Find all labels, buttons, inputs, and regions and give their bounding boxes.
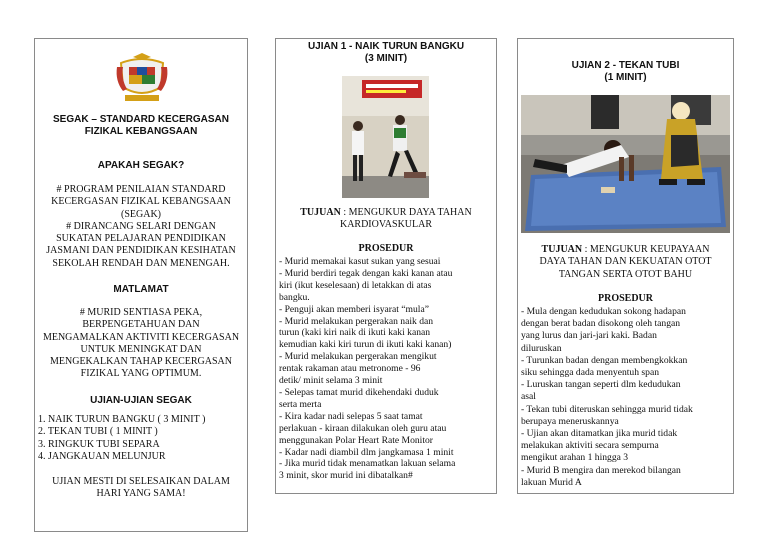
procedure-line: serta merta (279, 398, 322, 410)
procedure-line: lakuan Murid A (521, 476, 582, 488)
purpose-text: : MENGUKUR DAYA TAHAN (340, 207, 472, 218)
purpose-text: TANGAN SERTA OTOT BAHU (558, 268, 693, 280)
test1-purpose (276, 207, 496, 219)
procedure-line: bangku. (279, 291, 310, 303)
procedure-line: - Luruskan tangan seperti dlm kedudukan (521, 379, 681, 391)
procedure-heading: PROSEDUR (358, 243, 414, 254)
procedure-line: yang lurus dan jari-jari kaki. Badan (521, 330, 657, 342)
text-line: KECERGASAN FIZIKAL KEBANGSAAN (51, 196, 231, 208)
test1-duration: (3 MINIT) (364, 52, 408, 64)
test-list-item: 3. RINGKUK TUBI SEPARA (38, 438, 160, 450)
purpose-text: : MENGUKUR KEUPAYAAN (582, 244, 710, 255)
purpose-label: TUJUAN (300, 207, 341, 218)
test2-title: UJIAN 2 - TEKAN TUBI (571, 60, 680, 71)
procedure-line: rentak rakaman atau metronome - 96 (279, 363, 421, 375)
test2-duration: (1 MINIT) (604, 71, 647, 83)
procedure-line: melakukan aktiviti secara sempurna (521, 440, 659, 452)
procedure-line: kemudian kaki kiri turun di ikuti kaki kanan) (279, 339, 452, 351)
procedure-line: - Selepas tamat murid dikehendaki duduk (279, 386, 439, 398)
procedure-line: kiri (ikut keselesaan) di letakkan di atas (279, 279, 432, 291)
procedure-line: turun (kaki kiri naik di ikuti kaki kanan (279, 327, 431, 339)
procedure-line: berupaya meneruskannya (521, 415, 619, 427)
text-line: # DIRANCANG SELARI DENGAN (66, 220, 216, 232)
note-line: HARI YANG SAMA! (96, 488, 186, 500)
procedure-line: - Kadar nadi diambil dlm jangkamasa 1 minit (279, 446, 454, 458)
purpose-text: DAYA TAHAN DAN KEKUATAN OTOT (539, 256, 712, 268)
test-list-item: 2. TEKAN TUBI ( 1 MINIT ) (38, 426, 158, 438)
step-test-photo (342, 76, 429, 198)
test2-panel (517, 38, 734, 494)
text-line: FIZIKAL YANG OPTIMUM. (80, 368, 202, 380)
text-line: (SEGAK) (121, 208, 161, 220)
procedure-line: asal (521, 391, 536, 403)
note-line: UJIAN MESTI DI SELESAIKAN DALAM (52, 476, 230, 487)
text-line: MENGEKALKAN TAHAP KECERGASAN (50, 356, 232, 368)
procedure-line: 3 minit, skor murid ini dibatalkan# (279, 470, 413, 482)
text-line: UNTUK MENINGKAT DAN (80, 343, 202, 355)
segak-title-line: FIZIKAL KEBANGSAAN (84, 125, 198, 137)
procedure-line: - Murid berdiri tegak dengan kaki kanan atau (279, 267, 453, 279)
procedure-line: - Mula dengan kedudukan sokong hadapan (521, 306, 686, 317)
pushup-test-photo (521, 95, 730, 233)
test1-title: UJIAN 1 - NAIK TURUN BANGKU (307, 41, 465, 52)
procedure-line: siku sehingga dada menyentuh span (521, 367, 660, 379)
procedure-line: - Murid memakai kasut sukan yang sesuai (279, 256, 441, 267)
text-line: # PROGRAM PENILAIAN STANDARD (56, 184, 226, 195)
purpose-text: KARDIOVASKULAR (339, 219, 433, 231)
procedure-line: perlakuan - kiraan dilakukan oleh guru atau (279, 422, 447, 434)
segak-title-line: SEGAK – STANDARD KECERGASAN (53, 114, 229, 125)
text-line: SUKATAN PELAJARAN PENDIDIKAN (56, 233, 226, 245)
test-list-item: 1. NAIK TURUN BANGKU ( 3 MINIT ) (38, 414, 206, 425)
info-panel-segak (34, 38, 248, 532)
purpose-label: TUJUAN (541, 244, 583, 255)
heading-matlamat: MATLAMAT (113, 284, 169, 295)
procedure-line: - Penguji akan memberi isyarat “mula” (279, 303, 429, 315)
procedure-line: - Tekan tubi diteruskan sehingga murid tidak (521, 403, 693, 415)
procedure-line: - Kira kadar nadi selepas 5 saat tamat (279, 410, 423, 422)
procedure-line: - Jika murid tidak menamatkan lakuan selama (279, 458, 456, 470)
text-line: JASMANI DAN PENDIDIKAN KESIHATAN (46, 245, 236, 257)
malaysia-crest-logo (115, 53, 169, 103)
procedure-line: - Ujian akan ditamatkan jika murid tidak (521, 428, 678, 440)
procedure-line: - Murid melakukan pergerakan mengikut (279, 351, 437, 363)
heading-apakah-segak: APAKAH SEGAK? (97, 160, 185, 171)
text-line: # MURID SENTIASA PEKA, (79, 307, 203, 318)
procedure-line: dengan berat badan disokong oleh tangan (521, 318, 681, 330)
text-line: BERPENGETAHUAN DAN (82, 319, 200, 331)
procedure-line: diluruskan (521, 342, 562, 354)
procedure-line: detik/ minit selama 3 minit (279, 375, 383, 387)
heading-ujian-segak: UJIAN-UJIAN SEGAK (90, 395, 192, 406)
procedure-heading: PROSEDUR (597, 293, 653, 304)
text-line: MENGAMALKAN AKTIVITI KECERGASAN (42, 331, 240, 343)
procedure-line: - Murid B mengira dan merekod bilangan (521, 464, 681, 476)
text-line: SEKOLAH RENDAH DAN MENENGAH. (52, 257, 230, 269)
procedure-line: mengikut arahan 1 hingga 3 (521, 452, 629, 464)
test-list-item: 4. JANGKAUAN MELUNJUR (38, 450, 166, 462)
test2-purpose (518, 244, 733, 256)
procedure-line: menggunakan Polar Heart Rate Monitor (279, 434, 433, 446)
procedure-line: - Turunkan badan dengan membengkokkan (521, 354, 688, 366)
procedure-line: - Murid melakukan pergerakan naik dan (279, 315, 434, 327)
test1-panel (275, 38, 497, 494)
